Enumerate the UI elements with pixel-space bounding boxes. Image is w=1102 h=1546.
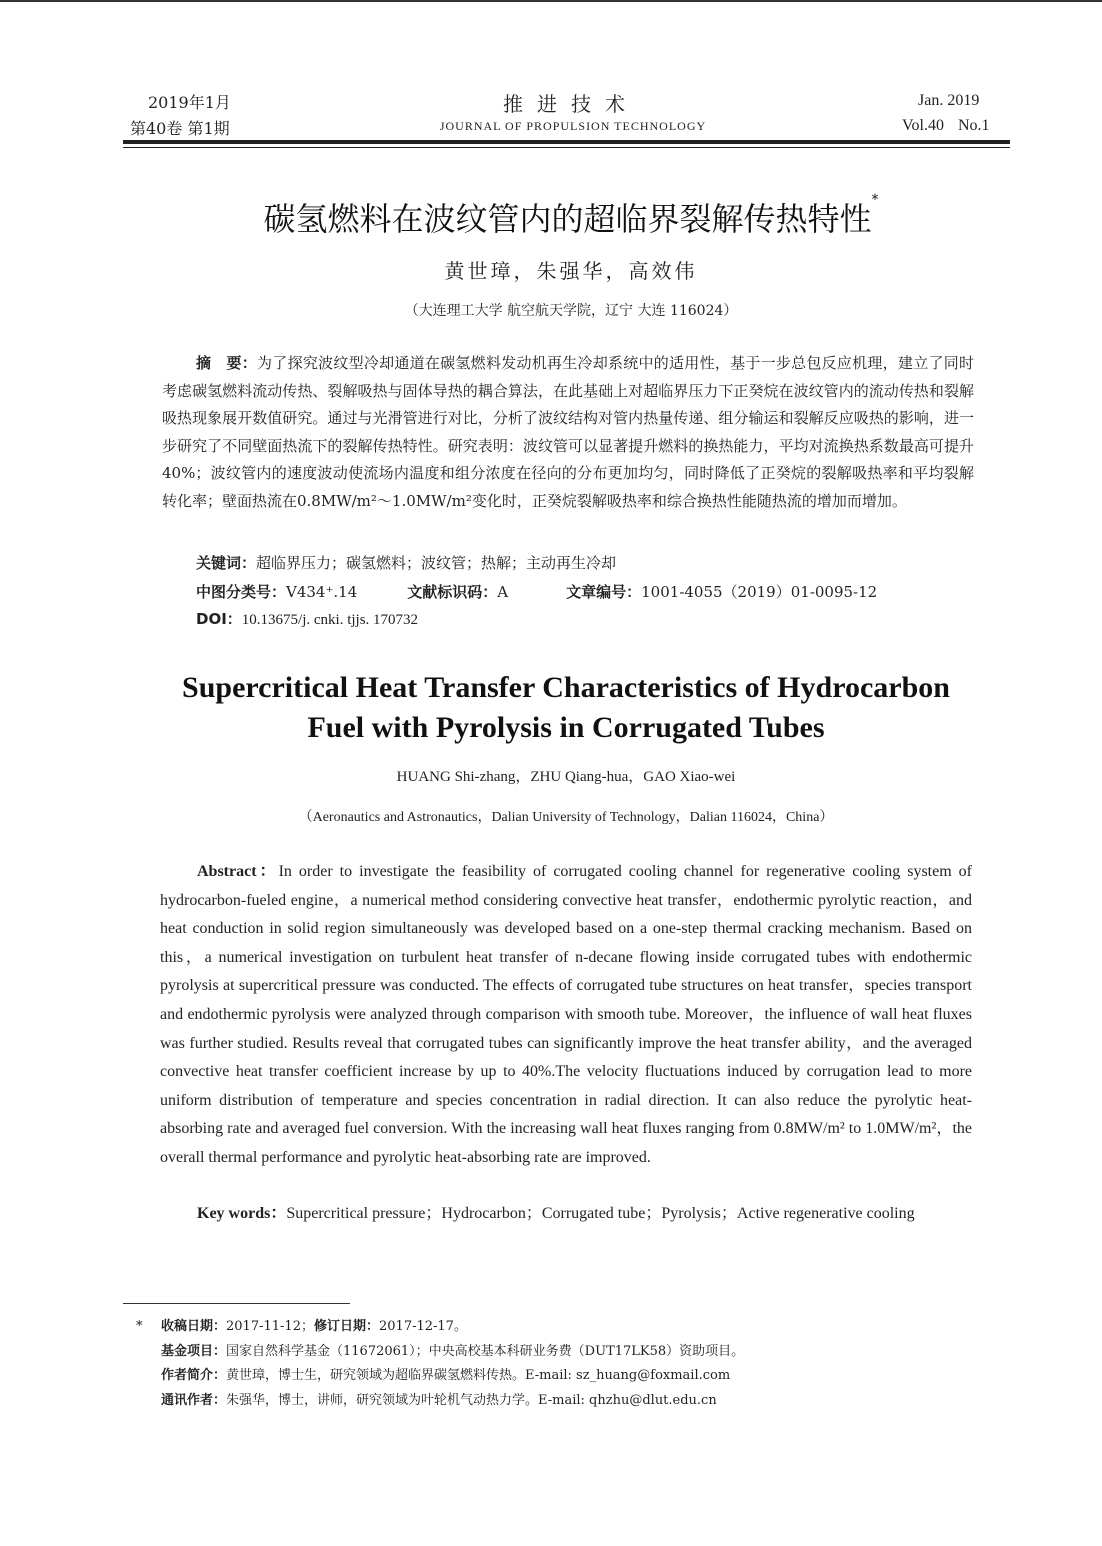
title-text-cn: 碳氢燃料在波纹管内的超临界裂解传热特性 (263, 200, 872, 238)
abstract-en (160, 858, 972, 1173)
footnote-dates (136, 1315, 744, 1340)
fund-label: 基金项目： (161, 1343, 227, 1359)
abstract-text-en: In order to investigate the feasibility of corrugated cooling channel for regenerative cooling system of hydrocarbon-fueled engine，a numerical method considering convective heat transfer，endothermic pyrolytic reaction，and heat conduction in solid region simultaneously was developed based on a one-step thermal cracking mechanism. Based on this，a numerical investigation on turbulent heat transfer of n-decane flowing inside corrugated tubes with endothermic pyrolysis at supercritical pressure was conducted. The effects of corrugated tube structures on heat transfer，species transport and endothermic pyrolysis were analyzed through comparison with smooth tube. Moreover，the influence of wall heat fluxes was further studied. Results reveal that corrugated tubes can significantly improve the heat transfer ability，and the averaged convective heat transfer coefficient increase by up to 40%.The velocity fluctuations induced by corrugation lead to more uniform distribution of temperature and species concentration in radial direction. It can also reduce the pyrolytic heat-absorbing rate and averaged fuel conversion. With the increasing wall heat fluxes ranging from 0.8MW/m² to 1.0MW/m²，the overall thermal performance and pyrolytic heat-absorbing rate are improved. (160, 863, 973, 1166)
footnote-rule (123, 1303, 350, 1304)
issue-volume-cn: 第40卷 第1期 (130, 119, 230, 138)
author-bio-label: 作者简介： (161, 1368, 227, 1383)
issue-volume-en: Vol.40 No.1 (902, 117, 990, 134)
abstract-cn (162, 350, 974, 515)
received-value: 2017-11-12； (226, 1319, 314, 1334)
received-label: 收稿日期： (161, 1319, 227, 1334)
footnote-author (136, 1364, 744, 1389)
title-line-1-en: Supercritical Heat Transfer Characteristics of Hydrocarbon (182, 671, 950, 704)
abstract-label-cn: 摘 要： (196, 354, 258, 372)
header-rule-thin (123, 147, 1010, 148)
header-rule-thick (123, 140, 1010, 144)
footnote-fund (136, 1340, 744, 1365)
issue-date-en: Jan. 2019 (918, 92, 980, 109)
authors-cn: 黄世璋，朱强华，高效伟 (444, 259, 698, 283)
doi-row (196, 608, 418, 629)
keywords-en (160, 1200, 972, 1229)
doccode-value: A (497, 583, 509, 601)
footnotes (136, 1315, 744, 1413)
authors-en: HUANG Shi-zhang，ZHU Qiang-hua，GAO Xiao-wei (396, 769, 736, 785)
keywords-text-cn: 超临界压力；碳氢燃料；波纹管；热解；主动再生冷却 (256, 554, 617, 572)
classification-row (196, 581, 877, 602)
revised-label: 修订日期： (313, 1319, 379, 1334)
title-line-2-en: Fuel with Pyrolysis in Corrugated Tubes (307, 711, 825, 744)
title-footnote-mark: * (871, 192, 879, 208)
keywords-label-cn: 关键词： (196, 554, 257, 572)
footnote-marker: * (136, 1319, 143, 1334)
paper-title-cn (0, 194, 1102, 240)
keywords-text-en: Supercritical pressure；Hydrocarbon；Corrugated tube；Pyrolysis；Active regenerative cooling (286, 1205, 915, 1222)
corresponding-value: 朱强华，博士，讲师，研究领域为叶轮机气动热力学。E-mail: qhzhu@dlut.edu.cn (226, 1392, 717, 1408)
journal-name-cn: 推进技术 (503, 92, 639, 116)
author-bio-value: 黄世璋，博士生，研究领域为超临界碳氢燃料传热。E-mail: sz_huang@foxmail.com (226, 1368, 731, 1383)
journal-name-en: JOURNAL OF PROPULSION TECHNOLOGY (439, 119, 707, 133)
abstract-label-en: Abstract： (197, 863, 279, 880)
article-no-label: 文章编号： (566, 583, 642, 601)
keywords-cn (196, 552, 616, 573)
affiliation-en: （Aeronautics and Astronautics，Dalian University of Technology，Dalian 116024，China） (298, 810, 834, 825)
affiliation-cn: （大连理工大学 航空航天学院，辽宁 大连 116024） (404, 303, 738, 319)
abstract-text-cn: 为了探究波纹型冷却通道在碳氢燃料发动机再生冷却系统中的适用性，基于一步总包反应机理，建立了同时考虑碳氢燃料流动传热、裂解吸热与固体导热的耦合算法，在此基础上对超临界压力下正癸烷在波纹管内的流动传热和裂解吸热现象展开数值研究。通过与光滑管进行对比，分析了波纹结构对管内热量传递、组分输运和裂解反应吸热的影响，进一步研究了不同壁面热流下的裂解传热特性。研究表明：波纹管可以显著提升燃料的换热能力，平均对流换热系数最高可提升40%；波纹管内的速度波动使流场内温度和组分浓度在径向的分布更加均匀，同时降低了正癸烷的裂解吸热率和平均裂解转化率；壁面热流在0.8MW/m²～1.0MW/m²变化时，正癸烷裂解吸热率和综合换热性能随热流的增加而增加。 (162, 354, 974, 510)
paper-title-en (0, 668, 1102, 748)
revised-value: 2017-12-17。 (379, 1319, 467, 1334)
footnote-corresponding (136, 1389, 744, 1414)
fund-value: 国家自然科学基金（11672061）；中央高校基本科研业务费（DUT17LK58）资助项目。 (226, 1343, 745, 1359)
doi-value: 10.13675/j. cnki. tjjs. 170732 (241, 612, 419, 628)
keywords-label-en: Key words： (197, 1205, 287, 1222)
doccode-label: 文献标识码： (407, 583, 498, 601)
page-top-border (0, 0, 1102, 2)
clc-label: 中图分类号： (196, 583, 287, 601)
doi-label: DOI： (196, 610, 242, 628)
article-no-value: 1001-4055（2019）01-0095-12 (641, 583, 878, 601)
corresponding-label: 通讯作者： (161, 1392, 227, 1408)
issue-date-cn: 2019年1月 (148, 93, 231, 112)
clc-value: V434⁺.14 (286, 583, 358, 601)
